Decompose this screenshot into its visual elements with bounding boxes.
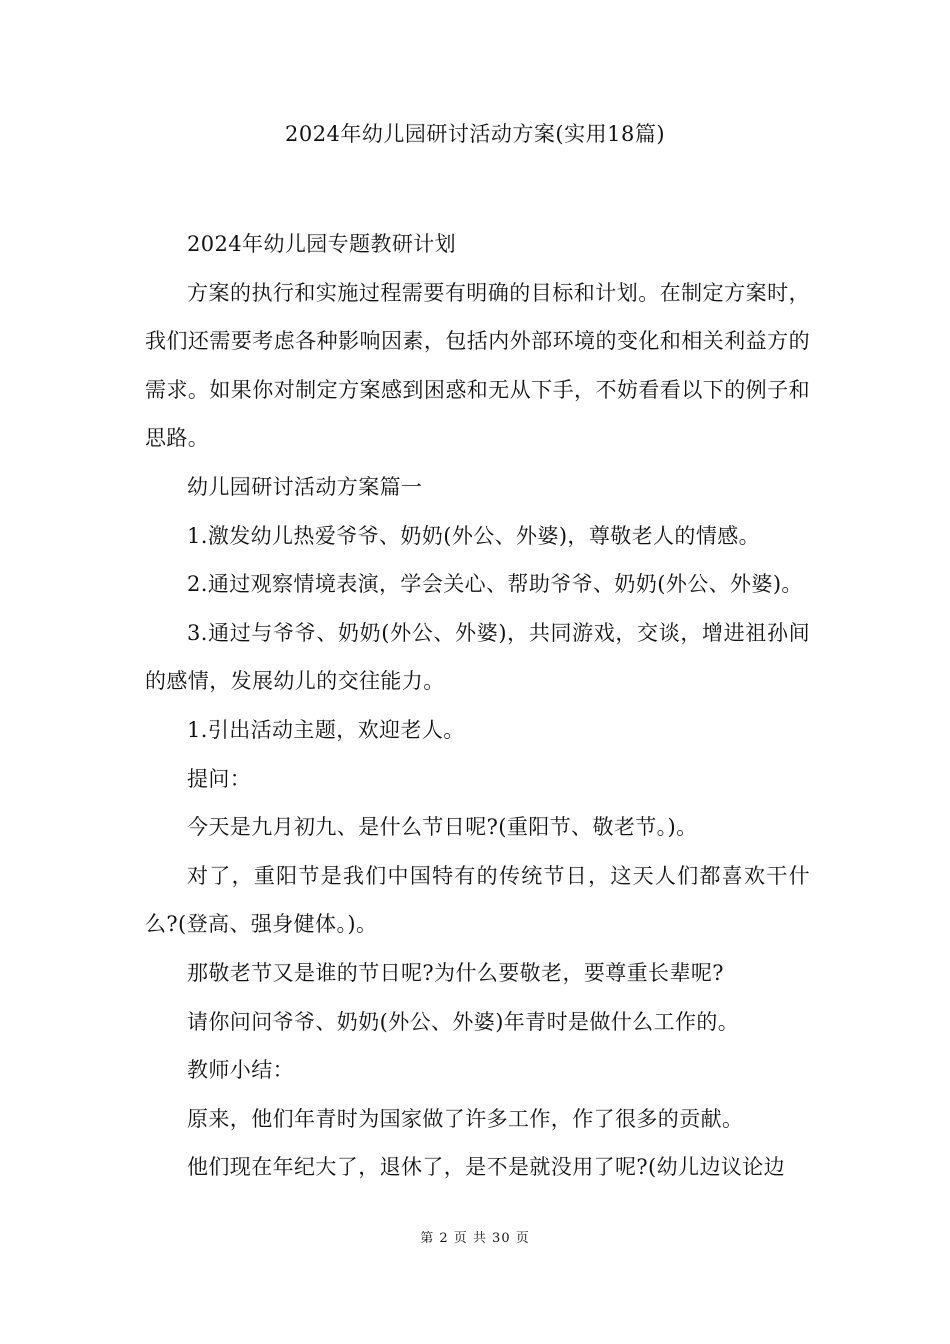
- paragraph: 3.通过与爷爷、奶奶(外公、外婆)，共同游戏，交谈，增进祖孙间的感情，发展幼儿的交往能力。: [145, 620, 810, 694]
- paragraph: 那敬老节又是谁的节日呢?为什么要敬老，要尊重长辈呢?: [187, 960, 724, 985]
- paragraph: 他们现在年纪大了，退休了，是不是就没用了呢?(幼儿边议论边: [187, 1155, 786, 1180]
- paragraph: 提问：: [187, 766, 252, 791]
- paragraph: 2.通过观察情境表演，学会关心、帮助爷爷、奶奶(外公、外婆)。: [187, 572, 803, 597]
- paragraph: 今天是九月初九、是什么节日呢?(重阳节、敬老节。)。: [187, 815, 698, 840]
- page-footer: 第 2 页 共 30 页: [420, 1231, 530, 1246]
- document-body: [145, 220, 810, 1192]
- paragraph: 1.激发幼儿热爱爷爷、奶奶(外公、外婆)，尊敬老人的情感。: [187, 523, 761, 548]
- paragraph: 教师小结：: [187, 1058, 294, 1083]
- paragraph: 1.引出活动主题，欢迎老人。: [187, 717, 465, 742]
- paragraph: 方案的执行和实施过程需要有明确的目标和计划。在制定方案时，我们还需要考虑各种影响因素，包括内外部环境的变化和相关利益方的需求。如果你对制定方案感到困惑和无从下手，不妨看看以下的例子和思路。: [145, 280, 810, 451]
- document-title: 2024年幼儿园研讨活动方案(实用18篇): [284, 122, 666, 146]
- section-heading: 幼儿园研讨活动方案篇一: [187, 474, 423, 499]
- paragraph: 原来，他们年青时为国家做了许多工作，作了很多的贡献。: [187, 1106, 744, 1131]
- paragraph: 对了，重阳节是我们中国特有的传统节日，这天人们都喜欢干什么?(登高、强身健体。)。: [145, 863, 810, 937]
- section-heading: 2024年幼儿园专题教研计划: [187, 232, 457, 256]
- paragraph: 请你问问爷爷、奶奶(外公、外婆)年青时是做什么工作的。: [187, 1009, 740, 1034]
